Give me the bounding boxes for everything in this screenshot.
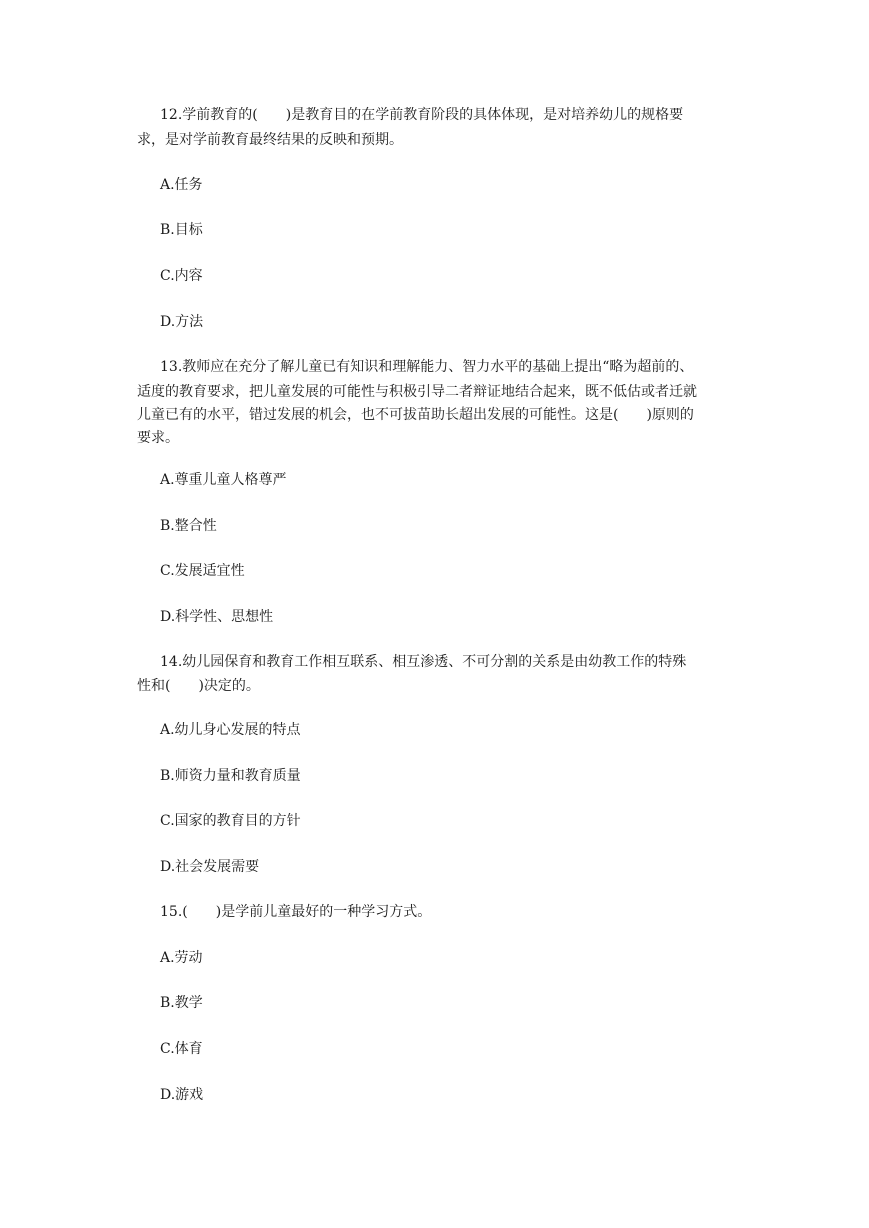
- q15-option-a: A.劳动: [160, 950, 203, 966]
- q12-stem-line-1: 12.学前教育的( )是教育目的在学前教育阶段的具体体现，是对培养幼儿的规格要: [160, 107, 684, 123]
- q12-option-b: B.目标: [160, 222, 203, 238]
- q15-option-d: D.游戏: [160, 1087, 204, 1103]
- q13-stem-line-1: 13.教师应在充分了解儿童已有知识和理解能力、智力水平的基础上提出“略为超前的、: [160, 359, 694, 375]
- q13-stem-line-4: 要求。: [137, 430, 179, 446]
- q12-option-d: D.方法: [160, 314, 204, 330]
- q13-option-c: C.发展适宜性: [160, 563, 245, 579]
- q14-option-d: D.社会发展需要: [160, 859, 260, 875]
- q13-stem-line-3: 儿童已有的水平，错过发展的机会，也不可拔苗助长超出发展的可能性。这是( )原则的: [137, 407, 694, 423]
- q15-option-b: B.教学: [160, 995, 203, 1011]
- q13-option-b: B.整合性: [160, 518, 217, 534]
- q12-stem-line-2: 求，是对学前教育最终结果的反映和预期。: [137, 132, 403, 148]
- q12-option-c: C.内容: [160, 268, 203, 284]
- q14-stem-line-2: 性和( )决定的。: [137, 678, 260, 694]
- q13-option-a: A.尊重儿童人格尊严: [160, 472, 287, 488]
- q14-option-b: B.师资力量和教育质量: [160, 768, 301, 784]
- q13-stem-line-2: 适度的教育要求，把儿童发展的可能性与积极引导二者辩证地结合起来，既不低估或者迁就: [137, 384, 697, 400]
- q12-option-a: A.任务: [160, 177, 203, 193]
- q14-option-c: C.国家的教育目的方针: [160, 813, 301, 829]
- q15-stem-line-1: 15.( )是学前儿童最好的一种学习方式。: [160, 904, 432, 920]
- q13-option-d: D.科学性、思想性: [160, 609, 274, 625]
- q14-stem-line-1: 14.幼儿园保育和教育工作相互联系、相互渗透、不可分割的关系是由幼教工作的特殊: [160, 654, 687, 670]
- q14-option-a: A.幼儿身心发展的特点: [160, 722, 301, 738]
- q15-option-c: C.体育: [160, 1041, 203, 1057]
